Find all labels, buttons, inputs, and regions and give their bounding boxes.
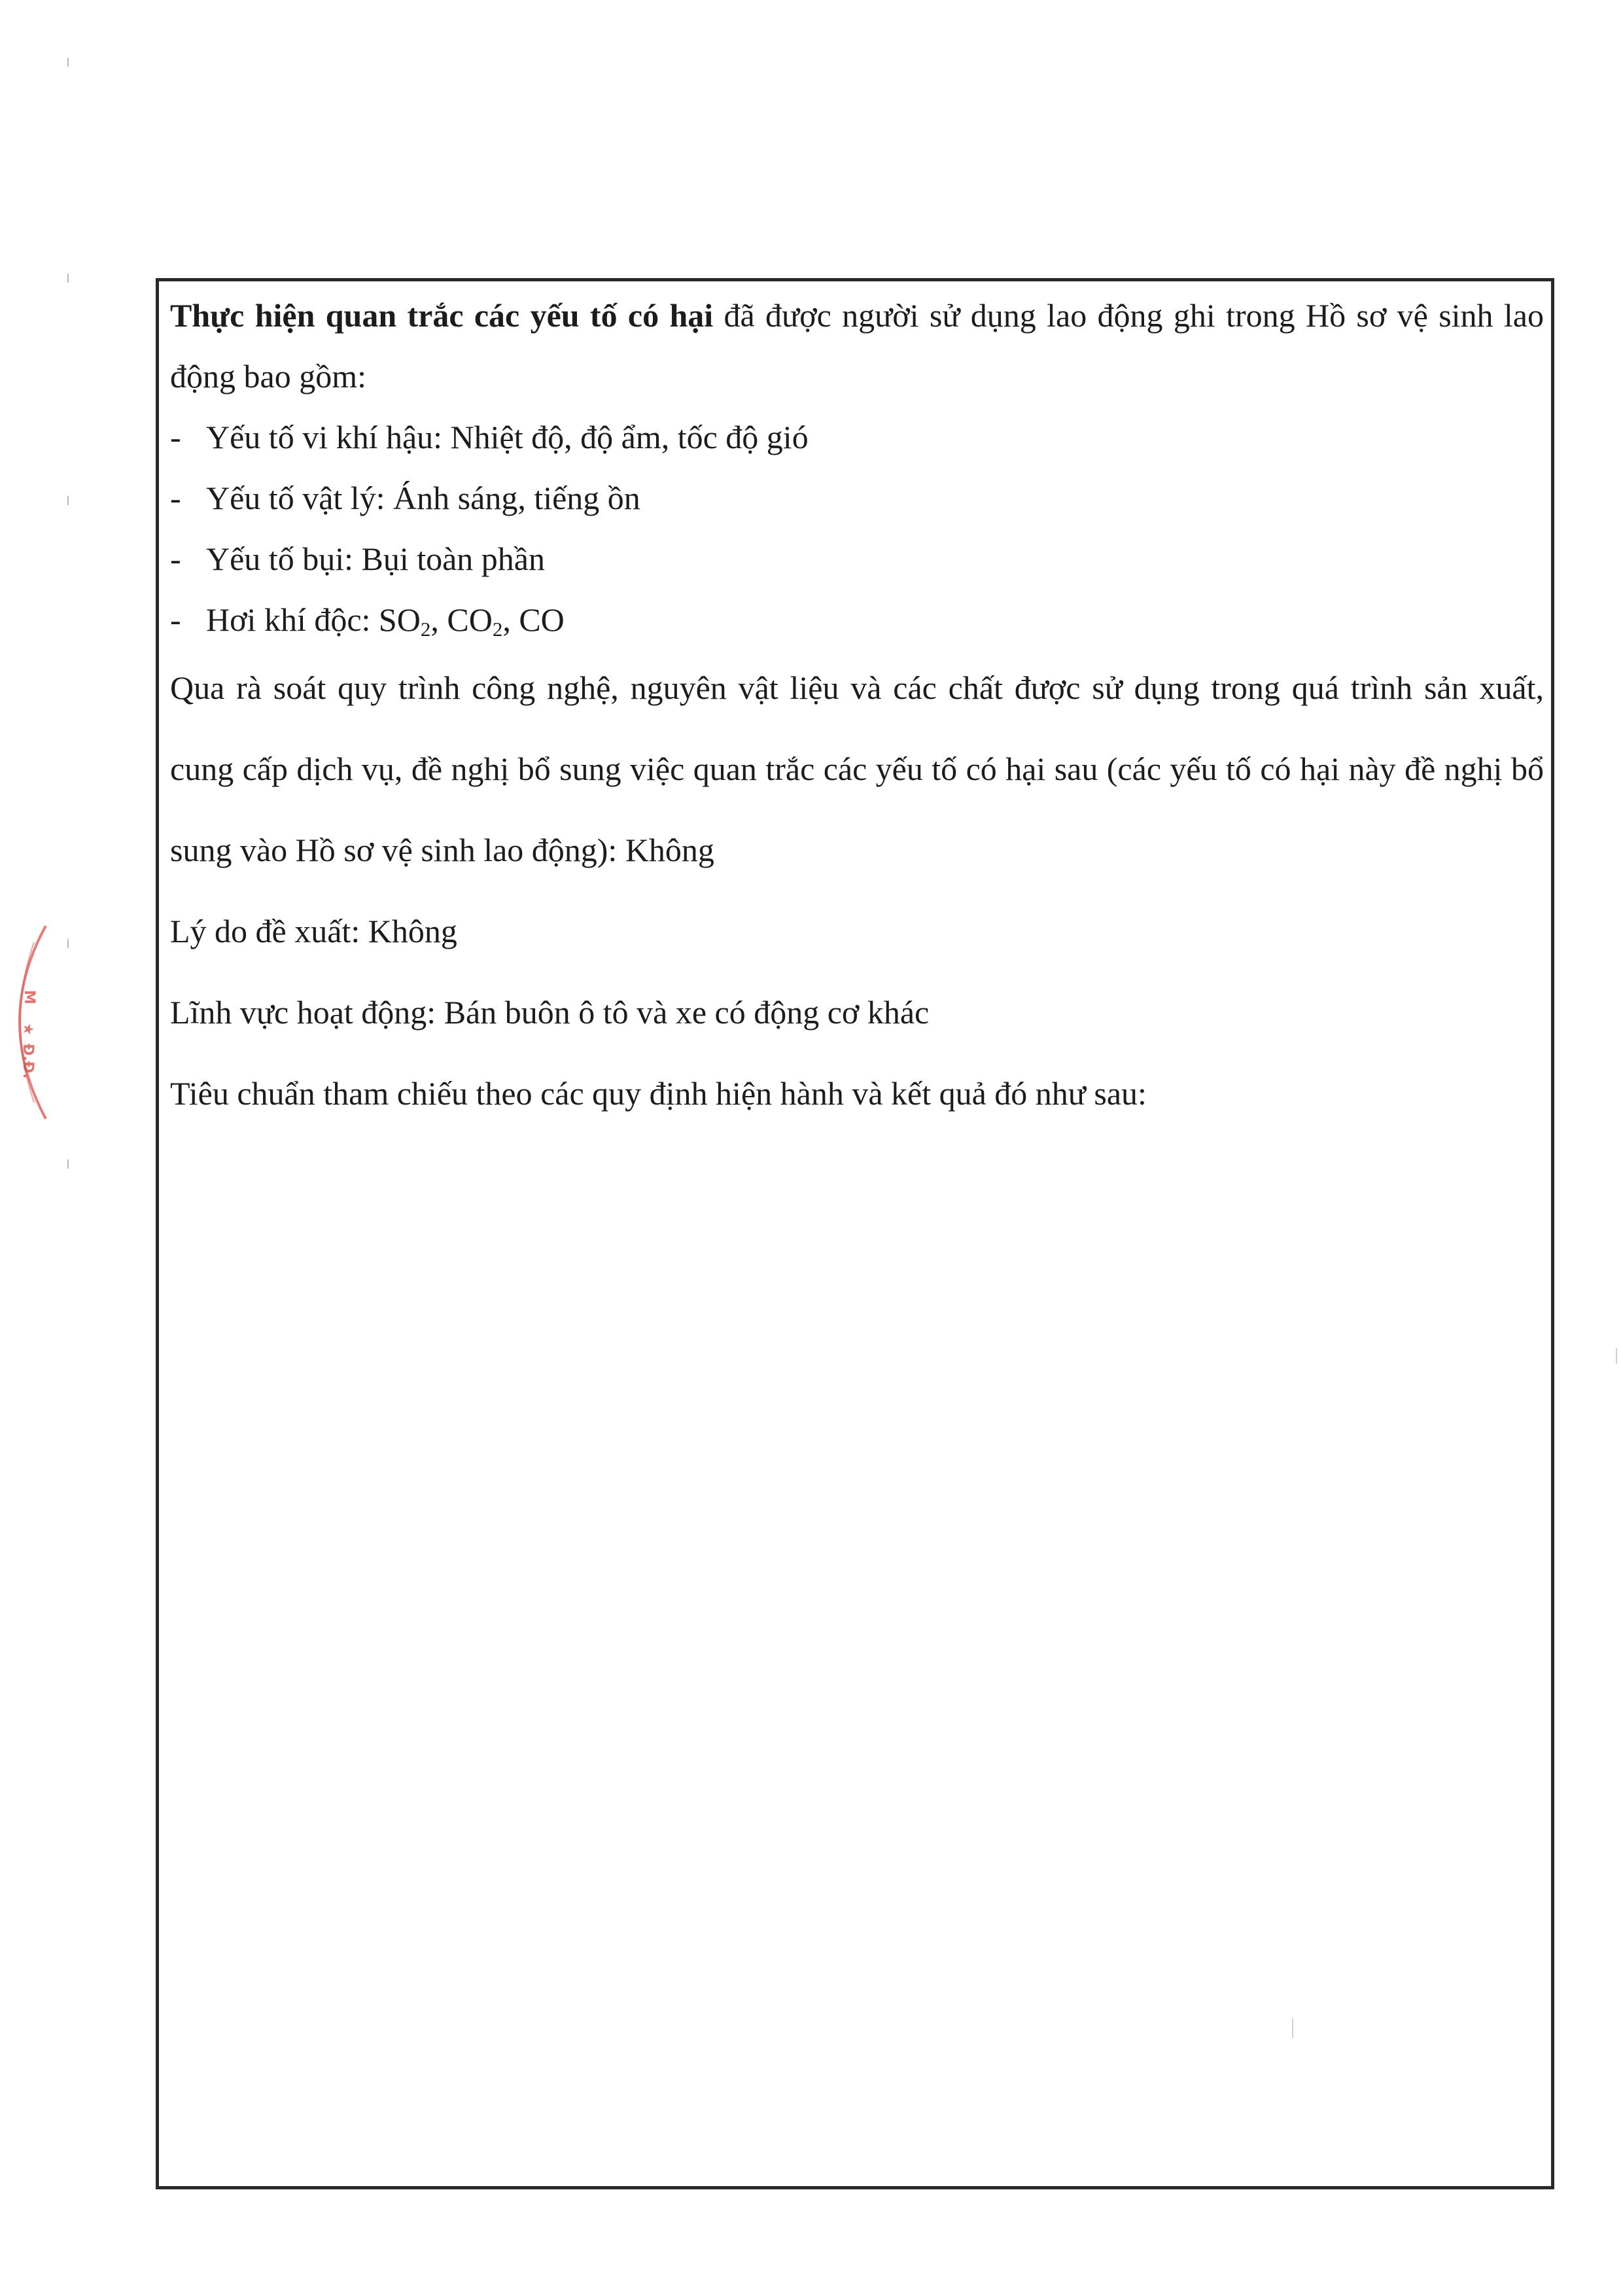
review-paragraph: Qua rà soát quy trình công nghệ, nguyên vật liệu và các chất được sử dụng trong quá trình sản xuất, cung cấp dịch vụ, đề nghị bổ sung việc quan trắc các yếu tố có hại sau (các yếu tố có hại này đề nghị bổ sung vào Hồ sơ vệ sinh lao động): Không: [170, 669, 1544, 868]
bullet-marker: -: [170, 480, 181, 516]
reference-standard-line: Tiêu chuẩn tham chiếu theo các quy định hiện hành và kết quả đó như sau:: [170, 1075, 1147, 1112]
scan-mark: [67, 58, 69, 67]
svg-text:M: M: [21, 990, 37, 1004]
intro-bold-lead: Thực hiện quan trắc các yếu tố có hại: [170, 297, 714, 334]
toxic-gas-text-3: , CO: [502, 601, 565, 638]
bullet-text: Yếu tố vi khí hậu: Nhiệt độ, độ ẩm, tốc độ gió: [206, 419, 809, 455]
toxic-gas-subscript-1: 2: [420, 617, 431, 641]
toxic-gas-text-1: Hơi khí độc: SO: [206, 601, 421, 638]
intro-rest: đã được người sử dụng lao động ghi trong Hồ sơ vệ sinh lao động bao gồm:: [170, 297, 1544, 395]
bullet-marker: -: [170, 419, 181, 455]
bullet-marker: -: [170, 601, 181, 638]
bullet-marker: -: [170, 540, 181, 577]
toxic-gas-subscript-2: 2: [492, 617, 503, 641]
bullet-text: Yếu tố vật lý: Ánh sáng, tiếng ồn: [206, 480, 640, 516]
bullet-text-toxic-gas: [206, 590, 565, 650]
red-stamp-partial: [0, 913, 52, 1129]
scan-mark: [67, 1159, 69, 1169]
scan-mark: [67, 939, 69, 948]
scan-mark: [67, 496, 69, 505]
scan-mark: [1616, 1348, 1617, 1364]
toxic-gas-text-2: , CO: [430, 601, 493, 638]
bullet-item: [170, 590, 1544, 650]
bullet-text: Yếu tố bụi: Bụi toàn phần: [206, 540, 545, 577]
svg-text:★: ★: [20, 1023, 36, 1036]
bullet-item: [170, 468, 1544, 529]
svg-text:Đ.Đ.: Đ.Đ.: [20, 1044, 36, 1079]
scan-mark: [67, 274, 69, 283]
intro-paragraph: [170, 285, 1544, 407]
bullet-item: [170, 407, 1544, 468]
bullet-item: [170, 529, 1544, 590]
field-of-activity-line: Lĩnh vực hoạt động: Bán buôn ô tô và xe có động cơ khác: [170, 994, 930, 1031]
reason-line: Lý do đề xuất: Không: [170, 913, 457, 949]
